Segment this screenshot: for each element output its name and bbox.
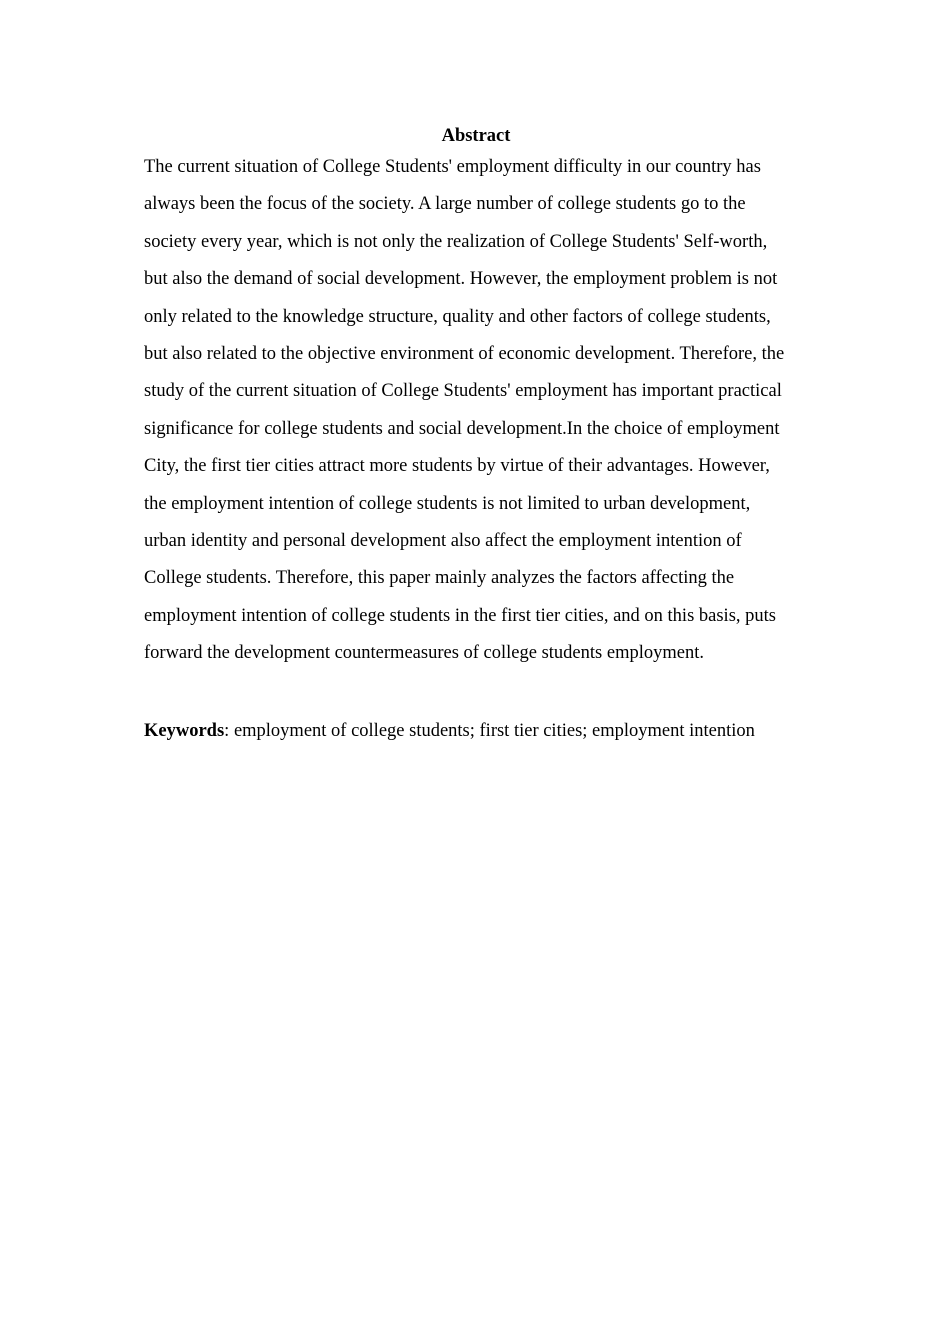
abstract-line: the employment intention of college students is not limited to urban development,: [144, 493, 751, 514]
keywords-label: Keywords: [144, 720, 225, 741]
abstract-paragraph: [144, 149, 808, 673]
abstract-line: The current situation of College Students' employment difficulty in our country has: [144, 157, 761, 177]
abstract-line: College students. Therefore, this paper mainly analyzes the factors affecting the: [144, 568, 735, 589]
abstract-line: City, the first tier cities attract more students by virtue of their advantages. However,: [144, 456, 770, 477]
abstract-section: [144, 124, 808, 744]
keywords-separator: :: [224, 720, 230, 741]
abstract-line: only related to the knowledge structure, quality and other factors of college students,: [144, 306, 771, 327]
abstract-line: society every year, which is not only the realization of College Students' Self-worth,: [144, 231, 768, 252]
abstract-line: always been the focus of the society. A large number of college students go to the: [144, 194, 746, 215]
abstract-line: forward the development countermeasures of college students employment.: [144, 643, 704, 664]
abstract-line: urban identity and personal development also affect the employment intention of: [144, 531, 742, 552]
keywords-text: employment of college students; first tier cities; employment intention: [229, 720, 755, 741]
abstract-line: significance for college students and social development.In the choice of employment: [144, 418, 780, 439]
abstract-line: but also related to the objective environment of economic development. Therefore, the: [144, 344, 785, 365]
abstract-line: but also the demand of social development. However, the employment problem is not: [144, 269, 778, 290]
keywords-line: [144, 719, 808, 744]
abstract-title: Abstract: [441, 126, 511, 146]
abstract-line: employment intention of college students in the first tier cities, and on this basis, puts: [144, 605, 776, 626]
abstract-line: study of the current situation of College Students' employment has important practical: [144, 381, 782, 402]
